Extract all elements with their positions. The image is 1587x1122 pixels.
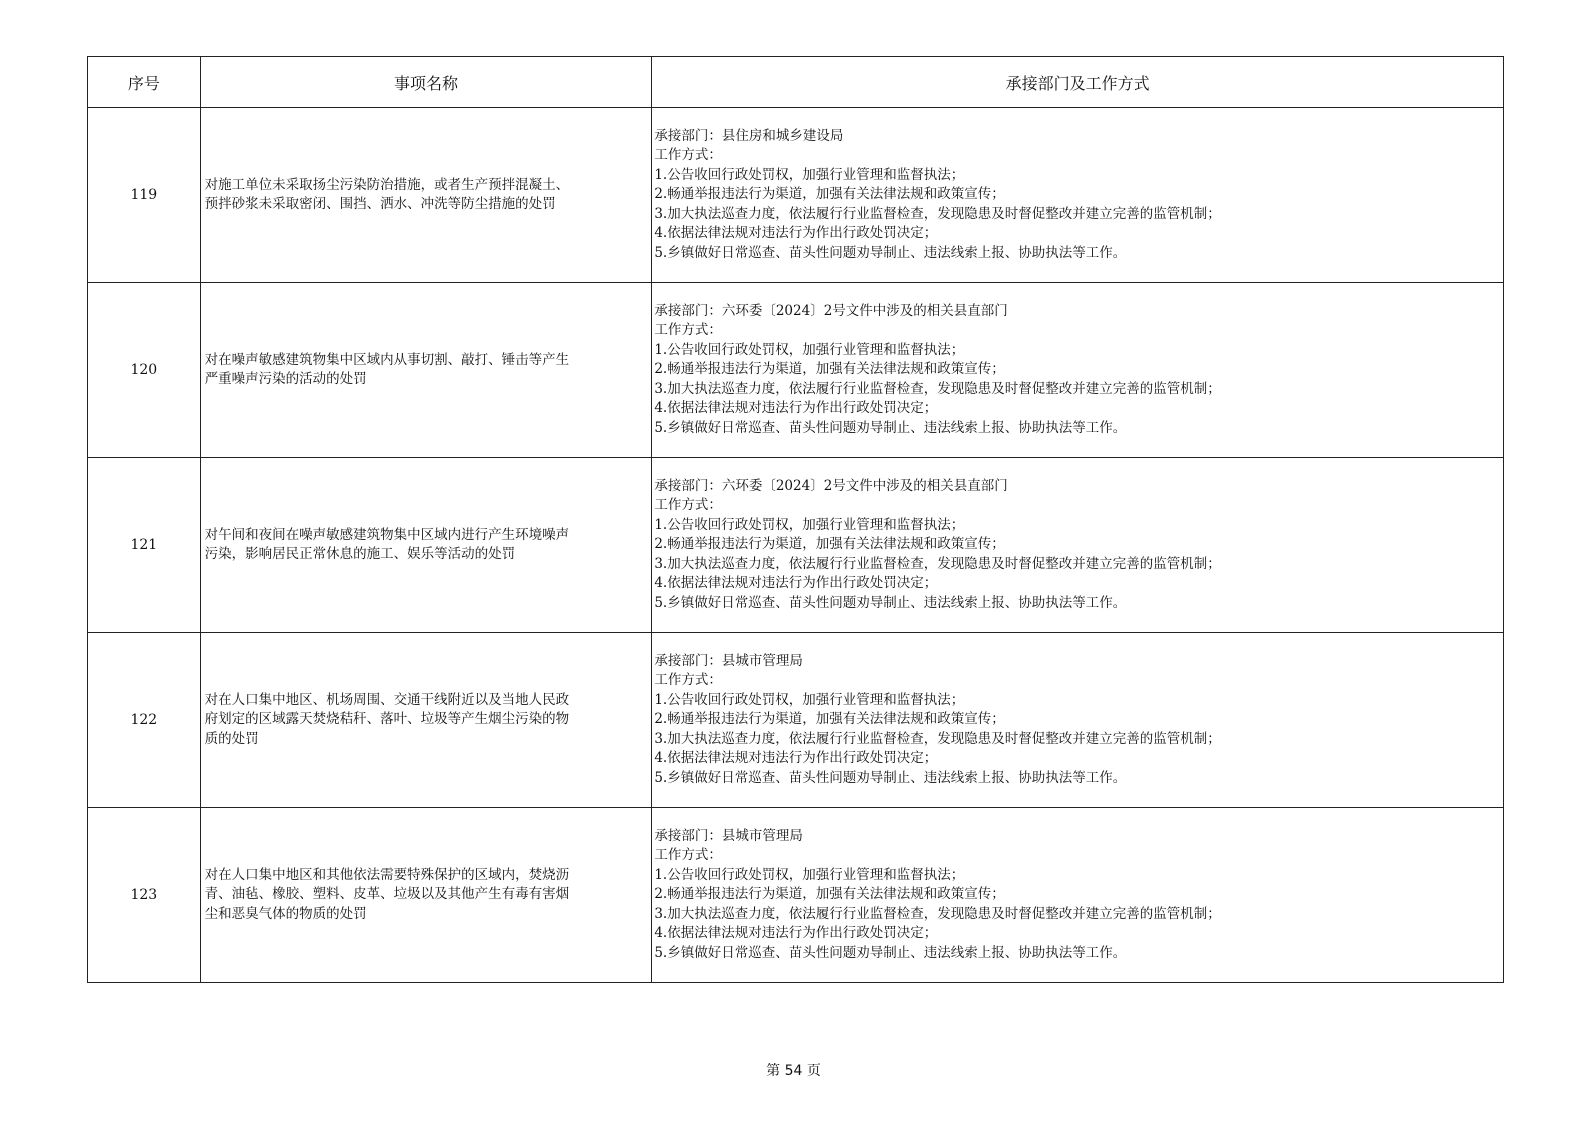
header-dept-method: 承接部门及工作方式 [652,57,1504,108]
dept-method-line: 3.加大执法巡查力度，依法履行行业监督检查，发现隐患及时督促整改并建立完善的监管机制； [654,555,1221,572]
dept-method-line: 1.公告收回行政处罚权，加强行业管理和监督执法； [654,166,965,183]
item-name-line: 质的处罚 [204,730,259,747]
item-name-cell [200,283,652,458]
dept-method-line: 4.依据法律法规对违法行为作出行政处罚决定； [654,400,938,417]
dept-method-line: 3.加大执法巡查力度，依法履行行业监督检查，发现隐患及时督促整改并建立完善的监管机制； [654,730,1221,747]
dept-method-cell [652,108,1504,283]
dept-method-line: 5.乡镇做好日常巡查、苗头性问题劝导制止、违法线索上报、协助执法等工作。 [654,419,1127,436]
item-name-cell [200,458,652,633]
dept-method-line: 承接部门：县住房和城乡建设局 [654,127,844,144]
row-number: 120 [88,283,201,458]
dept-method-line: 2.畅通举报违法行为渠道，加强有关法律法规和政策宣传； [654,711,1005,728]
dept-method-line: 4.依据法律法规对违法行为作出行政处罚决定； [654,575,938,592]
dept-method-line: 1.公告收回行政处罚权，加强行业管理和监督执法； [654,691,965,708]
dept-method-line: 5.乡镇做好日常巡查、苗头性问题劝导制止、违法线索上报、协助执法等工作。 [654,244,1127,261]
dept-method-line: 工作方式： [654,147,722,164]
item-name-line: 青、油毡、橡胶、塑料、皮革、垃圾以及其他产生有毒有害烟 [204,886,570,903]
item-name-cell [200,633,652,808]
dept-method-line: 工作方式： [654,497,722,514]
item-name-line: 预拌砂浆未采取密闭、围挡、洒水、冲洗等防尘措施的处罚 [204,196,556,212]
item-name-line: 对在人口集中地区和其他依法需要特殊保护的区域内，焚烧沥 [204,866,570,883]
dept-method-line: 承接部门：县城市管理局 [654,827,803,844]
table-row [88,283,1504,458]
dept-method-cell [652,633,1504,808]
table-row [88,633,1504,808]
item-name-line: 对在噪声敏感建筑物集中区域内从事切割、敲打、锤击等产生 [204,351,570,368]
item-name-cell [200,808,652,983]
dept-method-cell [652,808,1504,983]
item-name-line: 对在人口集中地区、机场周围、交通干线附近以及当地人民政 [204,691,570,708]
dept-method-line: 2.畅通举报违法行为渠道，加强有关法律法规和政策宣传； [654,186,1005,203]
dept-method-line: 承接部门：六环委〔2024〕2号文件中涉及的相关县直部门 [654,302,1008,319]
dept-method-line: 工作方式： [654,672,722,689]
dept-method-line: 1.公告收回行政处罚权，加强行业管理和监督执法； [654,866,965,883]
dept-method-line: 5.乡镇做好日常巡查、苗头性问题劝导制止、违法线索上报、协助执法等工作。 [654,594,1127,611]
item-name-cell [200,108,652,283]
dept-method-line: 1.公告收回行政处罚权，加强行业管理和监督执法； [654,341,965,358]
dept-method-line: 5.乡镇做好日常巡查、苗头性问题劝导制止、违法线索上报、协助执法等工作。 [654,944,1127,961]
dept-method-line: 3.加大执法巡查力度，依法履行行业监督检查，发现隐患及时督促整改并建立完善的监管机制； [654,380,1221,397]
dept-method-line: 1.公告收回行政处罚权，加强行业管理和监督执法； [654,516,965,533]
dept-method-line: 2.畅通举报违法行为渠道，加强有关法律法规和政策宣传； [654,536,1005,553]
table-body [88,108,1504,983]
dept-method-cell [652,283,1504,458]
header-seq: 序号 [88,57,201,108]
table-row [88,808,1504,983]
dept-method-line: 3.加大执法巡查力度，依法履行行业监督检查，发现隐患及时督促整改并建立完善的监管机制； [654,205,1221,222]
dept-method-cell [652,458,1504,633]
dept-method-line: 工作方式： [654,847,722,864]
header-item-name: 事项名称 [200,57,652,108]
item-name-line: 对施工单位未采取扬尘污染防治措施，或者生产预拌混凝土、 [204,176,570,193]
table-row [88,108,1504,283]
dept-method-line: 2.畅通举报违法行为渠道，加强有关法律法规和政策宣传； [654,361,1005,378]
row-number: 123 [88,808,201,983]
row-number: 121 [88,458,201,633]
item-name-line: 严重噪声污染的活动的处罚 [204,371,367,387]
dept-method-line: 4.依据法律法规对违法行为作出行政处罚决定； [654,225,938,242]
table-header-row [88,57,1504,108]
dept-method-line: 工作方式： [654,322,722,339]
dept-method-line: 承接部门：六环委〔2024〕2号文件中涉及的相关县直部门 [654,477,1008,494]
row-number: 122 [88,633,201,808]
table-row [88,458,1504,633]
item-name-line: 府划定的区域露天焚烧秸秆、落叶、垃圾等产生烟尘污染的物 [204,711,570,728]
item-name-line: 对午间和夜间在噪声敏感建筑物集中区域内进行产生环境噪声 [204,526,570,543]
items-table [87,56,1504,983]
item-name-line: 污染，影响居民正常休息的施工、娱乐等活动的处罚 [204,546,516,562]
row-number: 119 [88,108,201,283]
item-name-line: 尘和恶臭气体的物质的处罚 [204,905,367,922]
dept-method-line: 5.乡镇做好日常巡查、苗头性问题劝导制止、违法线索上报、协助执法等工作。 [654,769,1127,786]
dept-method-line: 4.依据法律法规对违法行为作出行政处罚决定； [654,750,938,767]
dept-method-line: 4.依据法律法规对违法行为作出行政处罚决定； [654,925,938,942]
page-number: 第 54 页 [766,1063,821,1079]
dept-method-line: 3.加大执法巡查力度，依法履行行业监督检查，发现隐患及时督促整改并建立完善的监管机制； [654,905,1221,922]
dept-method-line: 2.畅通举报违法行为渠道，加强有关法律法规和政策宣传； [654,886,1005,903]
dept-method-line: 承接部门：县城市管理局 [654,652,803,669]
